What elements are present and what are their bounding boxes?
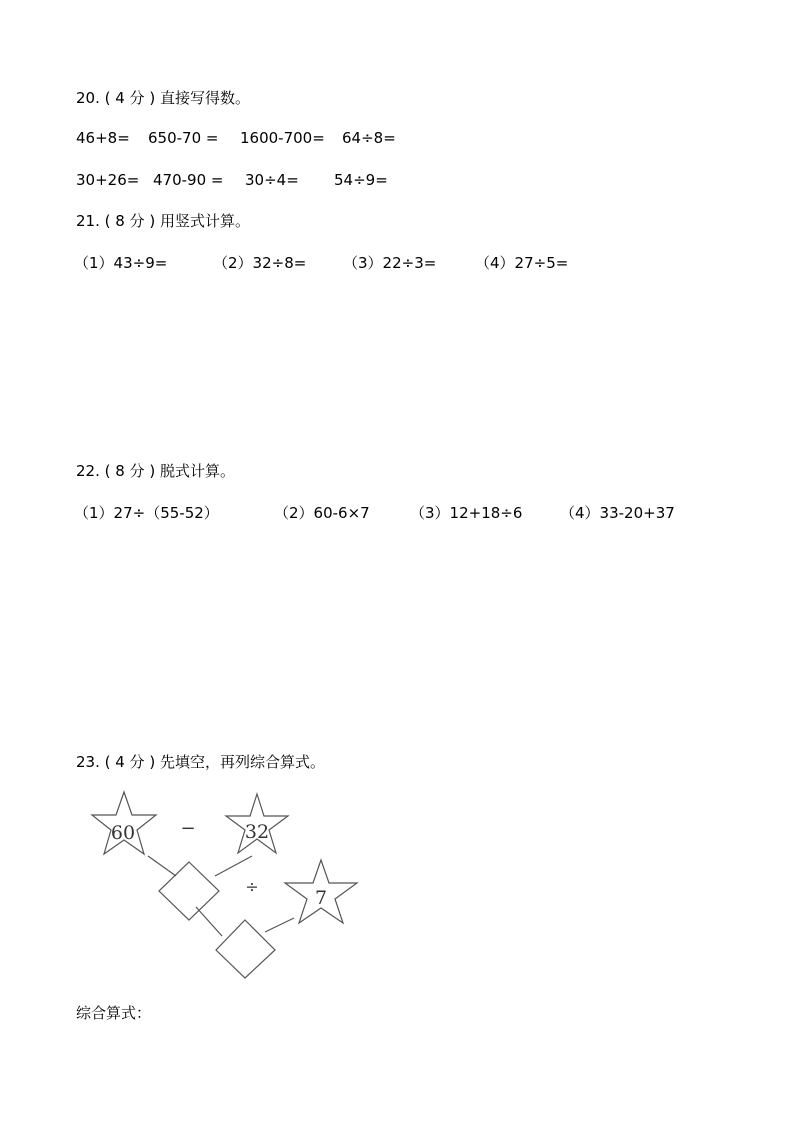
q20-expr-2: 650-70 = xyxy=(148,129,219,147)
q20-expr-6: 470-90 = xyxy=(153,171,224,189)
q22-item-1: （1）27÷（55-52） xyxy=(74,504,219,522)
q21-item-4: （4）27÷5= xyxy=(475,254,569,272)
q22-item-3: （3）12+18÷6 xyxy=(410,504,523,522)
q22-item-4: （4）33-20+37 xyxy=(560,504,675,522)
star-value-1: 60 xyxy=(110,822,136,844)
star-value-3: 7 xyxy=(314,887,328,909)
connector-line xyxy=(196,907,222,936)
star-diamond-diagram xyxy=(80,790,380,990)
connector-line xyxy=(265,918,294,932)
answer-diamond-2 xyxy=(216,920,275,978)
answer-label: 综合算式： xyxy=(76,1004,152,1022)
q20-title: 20. ( 4 分 ) 直接写得数。 xyxy=(76,89,250,107)
minus-operator: − xyxy=(180,818,196,839)
q22-item-2: （2）60-6×7 xyxy=(274,504,370,522)
q20-expr-3: 1600-700= xyxy=(240,129,325,147)
q22-title: 22. ( 8 分 ) 脱式计算。 xyxy=(76,462,235,480)
q21-title: 21. ( 8 分 ) 用竖式计算。 xyxy=(76,212,250,230)
q20-expr-8: 54÷9= xyxy=(334,171,388,189)
q21-item-2: （2）32÷8= xyxy=(213,254,307,272)
divide-operator: ÷ xyxy=(245,877,259,896)
connector-line xyxy=(215,856,252,876)
star-value-2: 32 xyxy=(244,821,270,843)
q20-expr-4: 64÷8= xyxy=(342,129,396,147)
q23-title: 23. ( 4 分 ) 先填空，再列综合算式。 xyxy=(76,753,325,771)
connector-line xyxy=(148,856,176,876)
q20-expr-1: 46+8= xyxy=(76,129,130,147)
q20-expr-7: 30÷4= xyxy=(245,171,299,189)
q21-item-3: （3）22÷3= xyxy=(343,254,437,272)
q21-item-1: （1）43÷9= xyxy=(74,254,168,272)
q20-expr-5: 30+26= xyxy=(76,171,140,189)
